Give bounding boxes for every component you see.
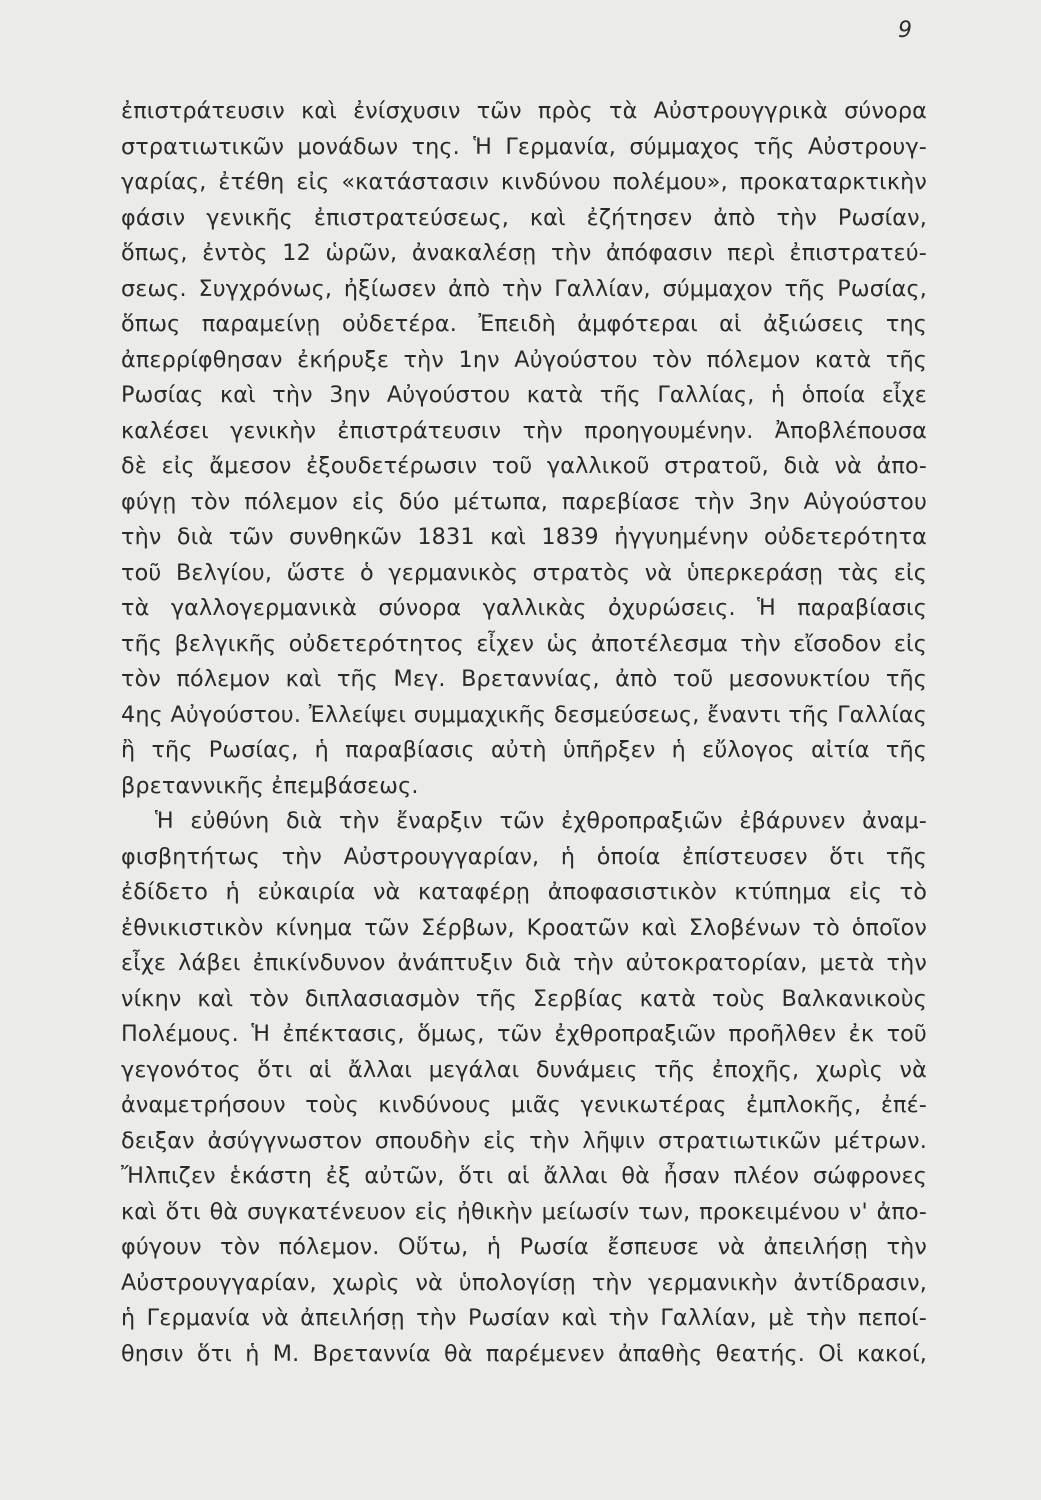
text-line: ἐδίδετο ἡ εὐκαιρία νὰ καταφέρῃ ἀποφασιστικὸν κτύπημα εἰς τὸ [121, 879, 927, 905]
text-line: τὴν διὰ τῶν συνθηκῶν 1831 καὶ 1839 ἠγγυημένην οὐδετερότητα [121, 524, 927, 550]
text-line: φάσιν γενικῆς ἐπιστρατεύσεως, καὶ ἐζήτησεν ἀπὸ τὴν Ρωσίαν, [121, 204, 927, 231]
page-number: 9 [898, 18, 912, 43]
text-line: ἀναμετρήσουν τοὺς κινδύνους μιᾶς γενικωτέρας ἐμπλοκῆς, ἐπέ- [121, 1092, 927, 1118]
text-line: νίκην καὶ τὸν διπλασιασμὸν τῆς Σερβίας κατὰ τοὺς Βαλκανικοὺς [121, 985, 927, 1012]
text-line: Πολέμους. Ἡ ἐπέκτασις, ὅμως, τῶν ἐχθροπραξιῶν προῆλθεν ἐκ τοῦ [121, 1021, 927, 1047]
text-line: φύγῃ τὸν πόλεμον εἰς δύο μέτωπα, παρεβίασε τὴν 3ην Αὐγούστου [121, 488, 927, 515]
text-line: ἢ τῆς Ρωσίας, ἡ παραβίασις αὐτὴ ὑπῆρξεν ἡ εὔλογος αἰτία τῆς [121, 737, 927, 763]
text-line: στρατιωτικῶν μονάδων της. Ἡ Γερμανία, σύμμαχος τῆς Αὐστρουγ- [121, 133, 927, 160]
text-line: Ρωσίας καὶ τὴν 3ην Αὐγούστου κατὰ τῆς Γαλλίας, ἡ ὁποία εἶχε [121, 382, 927, 408]
text-line: δειξαν ἀσύγγνωστον σπουδὴν εἰς τὴν λῆψιν στρατιωτικῶν μέτρων. [121, 1127, 927, 1154]
text-line: καὶ ὅτι θὰ συγκατένευον εἰς ἠθικὴν μείωσίν των, προκειμένου ν' ἀπο- [121, 1198, 927, 1225]
text-line: ἐθνικιστικὸν κίνημα τῶν Σέρβων, Κροατῶν καὶ Σλοβένων τὸ ὁποῖον [121, 914, 927, 941]
text-line: φύγουν τὸν πόλεμον. Οὕτω, ἡ Ρωσία ἔσπευσε νὰ ἀπειλήσῃ τὴν [121, 1234, 927, 1260]
text-line: ἀπερρίφθησαν ἐκήρυξε τὴν 1ην Αὐγούστου τὸν πόλεμον κατὰ τῆς [121, 346, 927, 373]
text-line: γαρίας, ἐτέθη εἰς «κατάστασιν κινδύνου πολέμου», προκαταρκτικὴν [121, 169, 927, 195]
text-line: φισβητήτως τὴν Αὐστρουγγαρίαν, ἡ ὁποία ἐπίστευσεν ὅτι τῆς [121, 843, 927, 870]
text-line: βρεταννικῆς ἐπεμβάσεως. [121, 772, 419, 799]
text-line: ἡ Γερμανία νὰ ἀπειλήσῃ τὴν Ρωσίαν καὶ τὴν Γαλλίαν, μὲ τὴν πεποί- [121, 1305, 927, 1331]
text-line: 4ης Αὐγούστου. Ἐλλείψει συμμαχικῆς δεσμεύσεως, ἔναντι τῆς Γαλλίας [121, 701, 927, 728]
text-line: τῆς βελγικῆς οὐδετερότητος εἶχεν ὡς ἀποτέλεσμα τὴν εἴσοδον εἰς [121, 630, 927, 657]
text-line: εἶχε λάβει ἐπικίνδυνον ἀνάπτυξιν διὰ τὴν αὐτοκρατορίαν, μετὰ τὴν [121, 950, 927, 976]
text-line: ὅπως, ἐντὸς 12 ὡρῶν, ἀνακαλέσῃ τὴν ἀπόφασιν περὶ ἐπιστρατεύ- [121, 240, 927, 266]
text-line: καλέσει γενικὴν ἐπιστράτευσιν τὴν προηγουμένην. Ἀποβλέπουσα [121, 417, 927, 444]
text-line: Ἡ εὐθύνη διὰ τὴν ἔναρξιν τῶν ἐχθροπραξιῶν ἐβάρυνεν ἀναμ- [155, 808, 927, 834]
text-line: Ἤλπιζεν ἑκάστη ἐξ αὐτῶν, ὅτι αἱ ἄλλαι θὰ ἦσαν πλέον σώφρονες [121, 1163, 927, 1189]
text-line: ὅπως παραμείνῃ οὐδετέρα. Ἐπειδὴ ἀμφότεραι αἱ ἀξιώσεις της [121, 311, 927, 337]
text-line: τοῦ Βελγίου, ὥστε ὁ γερμανικὸς στρατὸς νὰ ὑπερκεράσῃ τὰς εἰς [121, 559, 927, 586]
text-line: Αὐστρουγγαρίαν, χωρὶς νὰ ὑπολογίσῃ τὴν γερμανικὴν ἀντίδρασιν, [121, 1269, 927, 1296]
text-line: τὸν πόλεμον καὶ τῆς Μεγ. Βρεταννίας, ἀπὸ τοῦ μεσονυκτίου τῆς [121, 666, 927, 692]
text-line: σεως. Συγχρόνως, ἠξίωσεν ἀπὸ τὴν Γαλλίαν, σύμμαχον τῆς Ρωσίας, [121, 275, 927, 302]
text-line: δὲ εἰς ἄμεσον ἐξουδετέρωσιν τοῦ γαλλικοῦ στρατοῦ, διὰ νὰ ἀπο- [121, 453, 927, 479]
text-line: γεγονότος ὅτι αἱ ἄλλαι μεγάλαι δυνάμεις τῆς ἐποχῆς, χωρὶς νὰ [121, 1056, 927, 1083]
text-line: ἐπιστράτευσιν καὶ ἐνίσχυσιν τῶν πρὸς τὰ Αὐστρουγγρικὰ σύνορα [121, 98, 927, 124]
text-line: τὰ γαλλογερμανικὰ σύνορα γαλλικὰς ὀχυρώσεις. Ἡ παραβίασις [121, 595, 927, 621]
text-line: θησιν ὅτι ἡ Μ. Βρεταννία θὰ παρέμενεν ἀπαθὴς θεατής. Οἱ κακοί, [121, 1340, 927, 1367]
body-text [121, 94, 927, 1372]
